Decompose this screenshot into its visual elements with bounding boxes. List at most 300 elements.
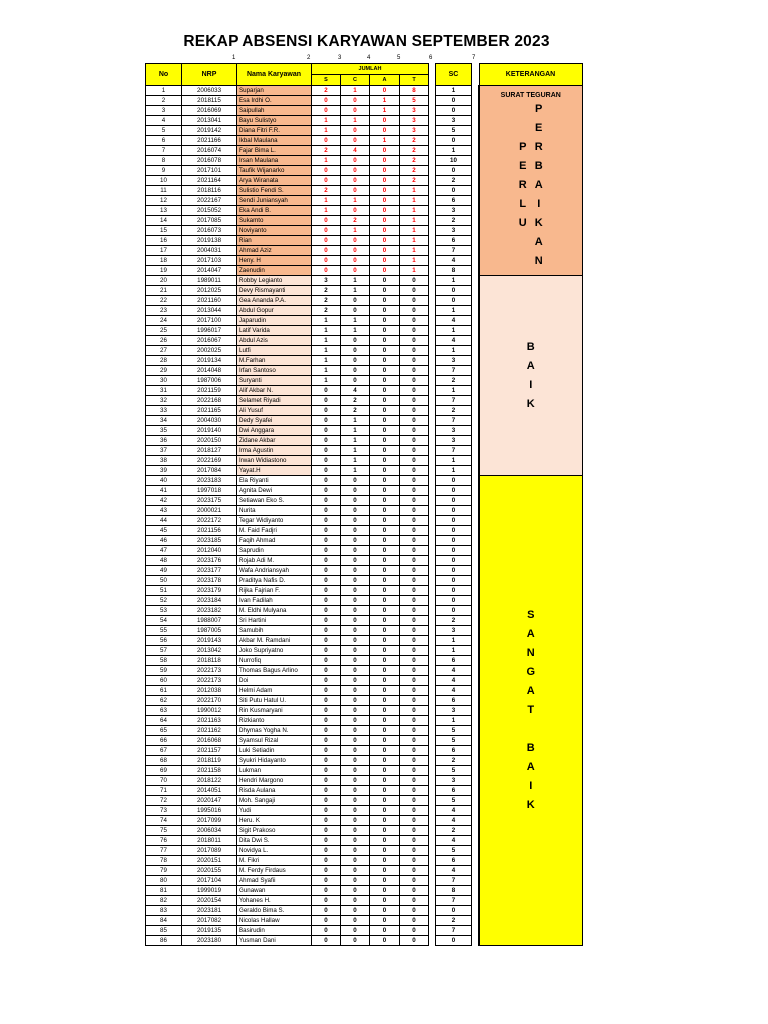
sc-cell: 8 <box>436 886 472 896</box>
row-number: 47 <box>146 546 182 556</box>
employee-name: Nurrofiq <box>237 656 312 666</box>
spacer-cell <box>429 696 436 706</box>
count-s: 0 <box>312 576 341 586</box>
employee-name: Arya Wiranata <box>237 176 312 186</box>
employee-name: Eka Andi B. <box>237 206 312 216</box>
count-s: 0 <box>312 856 341 866</box>
employee-name: Latif Varida <box>237 326 312 336</box>
count-s: 0 <box>312 216 341 226</box>
spacer-cell <box>429 126 436 136</box>
keterangan-letter: E <box>519 159 527 172</box>
row-number: 77 <box>146 846 182 856</box>
nrp-cell: 2023175 <box>182 496 237 506</box>
count-s: 1 <box>312 156 341 166</box>
employee-name: Luki Setiadin <box>237 746 312 756</box>
nrp-cell: 2019140 <box>182 426 237 436</box>
count-c: 0 <box>341 766 370 776</box>
count-t: 0 <box>400 556 429 566</box>
count-a: 0 <box>370 456 400 466</box>
row-number: 66 <box>146 736 182 746</box>
keterangan-letter: R <box>534 140 543 153</box>
spacer-cell <box>472 216 480 226</box>
spacer-cell <box>472 806 480 816</box>
spacer-cell <box>429 446 436 456</box>
spacer-cell <box>429 476 436 486</box>
spacer-cell <box>472 346 480 356</box>
spacer-cell <box>472 936 480 946</box>
count-c: 0 <box>341 586 370 596</box>
count-a: 0 <box>370 296 400 306</box>
spacer-cell <box>472 96 480 106</box>
employee-name: Lukman <box>237 766 312 776</box>
sc-cell: 1 <box>436 466 472 476</box>
nrp-cell: 2021163 <box>182 716 237 726</box>
row-number: 52 <box>146 596 182 606</box>
spacer-cell <box>429 726 436 736</box>
employee-name: Abdul Gopur <box>237 306 312 316</box>
count-t: 3 <box>400 126 429 136</box>
spacer-cell <box>429 296 436 306</box>
keterangan-letter: A <box>534 235 543 248</box>
spacer-cell <box>429 106 436 116</box>
spacer-cell <box>472 64 480 86</box>
sc-cell: 0 <box>436 486 472 496</box>
row-number: 54 <box>146 616 182 626</box>
employee-name: Zaenudin <box>237 266 312 276</box>
spacer-cell <box>472 846 480 856</box>
sc-cell: 1 <box>436 386 472 396</box>
spacer-cell <box>472 756 480 766</box>
nrp-cell: 2016068 <box>182 736 237 746</box>
employee-name: Agnita Dewi <box>237 486 312 496</box>
count-t: 0 <box>400 716 429 726</box>
count-s: 0 <box>312 476 341 486</box>
table-row <box>146 86 583 96</box>
count-c: 0 <box>341 626 370 636</box>
spacer-cell <box>429 536 436 546</box>
count-t: 5 <box>400 96 429 106</box>
count-t: 0 <box>400 446 429 456</box>
count-t: 0 <box>400 406 429 416</box>
sc-cell: 3 <box>436 356 472 366</box>
row-number: 86 <box>146 936 182 946</box>
sc-cell: 1 <box>436 456 472 466</box>
count-s: 0 <box>312 566 341 576</box>
spacer-cell <box>472 526 480 536</box>
employee-name: Helmi Adam <box>237 686 312 696</box>
spacer-cell <box>472 166 480 176</box>
header-jumlah: JUMLAH <box>312 64 429 75</box>
row-number: 58 <box>146 656 182 666</box>
employee-name: Nurita <box>237 506 312 516</box>
spacer-cell <box>429 406 436 416</box>
employee-name: Heny. H <box>237 256 312 266</box>
count-c: 1 <box>341 416 370 426</box>
employee-name: Gunawan <box>237 886 312 896</box>
employee-name: Sukamto <box>237 216 312 226</box>
count-s: 1 <box>312 336 341 346</box>
count-t: 0 <box>400 496 429 506</box>
sc-cell: 5 <box>436 796 472 806</box>
sc-cell: 1 <box>436 146 472 156</box>
row-number: 24 <box>146 316 182 326</box>
spacer-cell <box>472 696 480 706</box>
count-c: 0 <box>341 786 370 796</box>
sc-cell: 6 <box>436 196 472 206</box>
nrp-cell: 2023181 <box>182 906 237 916</box>
nrp-cell: 2023178 <box>182 576 237 586</box>
count-c: 0 <box>341 776 370 786</box>
count-a: 0 <box>370 156 400 166</box>
count-a: 0 <box>370 686 400 696</box>
count-a: 0 <box>370 186 400 196</box>
spacer-cell <box>429 766 436 776</box>
count-a: 0 <box>370 196 400 206</box>
sc-cell: 5 <box>436 736 472 746</box>
sc-cell: 3 <box>436 436 472 446</box>
surat-teguran-label: SURAT TEGURAN <box>500 91 561 99</box>
count-s: 1 <box>312 366 341 376</box>
count-c: 0 <box>341 596 370 606</box>
left-letter-column <box>519 138 527 233</box>
count-c: 0 <box>341 536 370 546</box>
employee-name: Rin Kusmaryani <box>237 706 312 716</box>
count-s: 0 <box>312 796 341 806</box>
count-s: 0 <box>312 886 341 896</box>
keterangan-letter: U <box>518 216 527 229</box>
sc-cell: 0 <box>436 286 472 296</box>
nrp-cell: 2022173 <box>182 676 237 686</box>
employee-name: Gea Ananda P.A. <box>237 296 312 306</box>
count-c: 0 <box>341 686 370 696</box>
page-title: REKAP ABSENSI KARYAWAN SEPTEMBER 2023 <box>183 33 550 50</box>
row-number: 5 <box>146 126 182 136</box>
count-c: 0 <box>341 676 370 686</box>
count-a: 0 <box>370 466 400 476</box>
spacer-cell <box>472 776 480 786</box>
employee-name: Praditya Nafis D. <box>237 576 312 586</box>
employee-name: M.Farhan <box>237 356 312 366</box>
count-s: 0 <box>312 656 341 666</box>
count-a: 0 <box>370 426 400 436</box>
row-number: 37 <box>146 446 182 456</box>
employee-name: Ahmad Aziz <box>237 246 312 256</box>
count-a: 0 <box>370 726 400 736</box>
count-t: 8 <box>400 86 429 96</box>
row-number: 8 <box>146 156 182 166</box>
nrp-cell: 2019142 <box>182 126 237 136</box>
header-a: A <box>370 75 400 86</box>
spacer-cell <box>472 176 480 186</box>
spacer-cell <box>472 466 480 476</box>
count-t: 0 <box>400 786 429 796</box>
count-a: 0 <box>370 906 400 916</box>
sc-cell: 4 <box>436 676 472 686</box>
sc-cell: 4 <box>436 336 472 346</box>
row-number: 31 <box>146 386 182 396</box>
nrp-cell: 2020155 <box>182 866 237 876</box>
row-number: 61 <box>146 686 182 696</box>
count-a: 0 <box>370 246 400 256</box>
count-c: 0 <box>341 186 370 196</box>
spacer-cell <box>429 916 436 926</box>
spacer-cell <box>472 606 480 616</box>
count-c: 1 <box>341 276 370 286</box>
nrp-cell: 2018011 <box>182 836 237 846</box>
count-a: 0 <box>370 526 400 536</box>
spacer-cell <box>472 856 480 866</box>
count-t: 0 <box>400 726 429 736</box>
count-t: 0 <box>400 336 429 346</box>
spacer-cell <box>472 866 480 876</box>
nrp-cell: 2004030 <box>182 416 237 426</box>
employee-name: Tegar Widiyanto <box>237 516 312 526</box>
sc-cell: 5 <box>436 126 472 136</box>
attendance-table <box>145 63 583 946</box>
sc-cell: 0 <box>436 536 472 546</box>
employee-name: Irwan Widiastono <box>237 456 312 466</box>
count-t: 0 <box>400 756 429 766</box>
spacer-cell <box>472 296 480 306</box>
row-number: 11 <box>146 186 182 196</box>
nrp-cell: 2018127 <box>182 446 237 456</box>
keterangan-letter: N <box>534 254 543 267</box>
spacer-cell <box>429 136 436 146</box>
spacer-cell <box>429 706 436 716</box>
sc-cell: 2 <box>436 376 472 386</box>
count-s: 0 <box>312 636 341 646</box>
spacer-cell <box>472 246 480 256</box>
employee-name: Yusman Dani <box>237 936 312 946</box>
spacer-cell <box>472 916 480 926</box>
count-t: 0 <box>400 636 429 646</box>
keterangan-letter: G <box>526 666 536 678</box>
spacer-cell <box>429 376 436 386</box>
sc-cell: 2 <box>436 756 472 766</box>
spacer-cell <box>429 526 436 536</box>
employee-name: Diana Fitri F.R. <box>237 126 312 136</box>
count-s: 2 <box>312 86 341 96</box>
spacer-cell <box>472 86 480 96</box>
employee-name: Rijka Fajrian F. <box>237 586 312 596</box>
nrp-cell: 2016069 <box>182 106 237 116</box>
spacer-cell <box>429 576 436 586</box>
nrp-cell: 2021165 <box>182 406 237 416</box>
nrp-cell: 2020154 <box>182 896 237 906</box>
row-number: 45 <box>146 526 182 536</box>
spacer-cell <box>472 686 480 696</box>
header-sc: SC <box>436 64 472 86</box>
count-a: 0 <box>370 506 400 516</box>
sc-cell: 0 <box>436 96 472 106</box>
count-t: 0 <box>400 656 429 666</box>
count-a: 0 <box>370 716 400 726</box>
employee-name: Hendri Margono <box>237 776 312 786</box>
count-s: 0 <box>312 646 341 656</box>
spacer-cell <box>429 226 436 236</box>
spacer-cell <box>472 106 480 116</box>
spacer-cell <box>472 316 480 326</box>
sc-cell: 3 <box>436 706 472 716</box>
employee-name: Rizkianto <box>237 716 312 726</box>
count-s: 1 <box>312 116 341 126</box>
count-s: 0 <box>312 516 341 526</box>
count-s: 0 <box>312 446 341 456</box>
employee-name: Ahmad Syafii <box>237 876 312 886</box>
nrp-cell: 2014048 <box>182 366 237 376</box>
row-number: 16 <box>146 236 182 246</box>
count-t: 0 <box>400 686 429 696</box>
nrp-cell: 2022167 <box>182 196 237 206</box>
count-a: 0 <box>370 546 400 556</box>
sc-cell: 0 <box>436 186 472 196</box>
sc-cell: 7 <box>436 366 472 376</box>
employee-name: Irfan Santoso <box>237 366 312 376</box>
count-c: 0 <box>341 306 370 316</box>
count-t: 3 <box>400 116 429 126</box>
spacer-cell <box>429 276 436 286</box>
count-s: 0 <box>312 546 341 556</box>
count-a: 0 <box>370 646 400 656</box>
nrp-cell: 2020150 <box>182 436 237 446</box>
keterangan-letter: P <box>535 102 543 115</box>
spacer-cell <box>472 156 480 166</box>
sc-cell: 0 <box>436 506 472 516</box>
row-number: 62 <box>146 696 182 706</box>
spacer-cell <box>472 446 480 456</box>
employee-name: Sigit Prakoso <box>237 826 312 836</box>
count-s: 1 <box>312 346 341 356</box>
employee-name: Rian <box>237 236 312 246</box>
spacer-cell <box>472 406 480 416</box>
spacer-cell <box>429 656 436 666</box>
row-number: 59 <box>146 666 182 676</box>
spacer-cell <box>472 556 480 566</box>
spacer-cell <box>472 386 480 396</box>
count-a: 0 <box>370 216 400 226</box>
count-c: 0 <box>341 156 370 166</box>
sc-cell: 0 <box>436 936 472 946</box>
nrp-cell: 2017101 <box>182 166 237 176</box>
nrp-cell: 2013041 <box>182 116 237 126</box>
right-letter-column <box>535 100 543 271</box>
row-number: 56 <box>146 636 182 646</box>
nrp-cell: 2006033 <box>182 86 237 96</box>
count-a: 0 <box>370 676 400 686</box>
count-c: 1 <box>341 456 370 466</box>
spacer-cell <box>472 826 480 836</box>
count-a: 0 <box>370 376 400 386</box>
count-c: 0 <box>341 816 370 826</box>
count-a: 0 <box>370 286 400 296</box>
count-a: 0 <box>370 796 400 806</box>
count-a: 0 <box>370 666 400 676</box>
row-number: 75 <box>146 826 182 836</box>
row-number: 79 <box>146 866 182 876</box>
spacer-cell <box>472 186 480 196</box>
spacer-cell <box>429 746 436 756</box>
nrp-cell: 2023179 <box>182 586 237 596</box>
sc-cell: 0 <box>436 496 472 506</box>
sc-cell: 1 <box>436 346 472 356</box>
count-t: 0 <box>400 706 429 716</box>
count-s: 1 <box>312 326 341 336</box>
spacer-cell <box>429 176 436 186</box>
count-a: 0 <box>370 166 400 176</box>
spacer-cell <box>429 216 436 226</box>
count-s: 0 <box>312 816 341 826</box>
spacer-cell <box>429 846 436 856</box>
count-t: 0 <box>400 886 429 896</box>
spacer-cell <box>429 336 436 346</box>
spacer-cell <box>472 666 480 676</box>
sc-cell: 7 <box>436 926 472 936</box>
count-a: 0 <box>370 396 400 406</box>
count-t: 0 <box>400 276 429 286</box>
spacer-cell <box>472 236 480 246</box>
count-a: 0 <box>370 806 400 816</box>
count-s: 1 <box>312 316 341 326</box>
sc-cell: 0 <box>436 106 472 116</box>
employee-name: Robby Legianto <box>237 276 312 286</box>
spacer-cell <box>429 506 436 516</box>
row-number: 73 <box>146 806 182 816</box>
count-c: 1 <box>341 426 370 436</box>
sc-cell: 3 <box>436 426 472 436</box>
count-t: 0 <box>400 806 429 816</box>
row-number: 71 <box>146 786 182 796</box>
count-s: 0 <box>312 786 341 796</box>
column-number: 7 <box>472 55 476 61</box>
count-c: 0 <box>341 166 370 176</box>
count-a: 0 <box>370 626 400 636</box>
row-number: 44 <box>146 516 182 526</box>
count-a: 1 <box>370 106 400 116</box>
sc-cell: 7 <box>436 876 472 886</box>
count-a: 0 <box>370 256 400 266</box>
count-c: 0 <box>341 666 370 676</box>
count-a: 0 <box>370 516 400 526</box>
spacer-cell <box>472 596 480 606</box>
nrp-cell: 2021164 <box>182 176 237 186</box>
count-t: 0 <box>400 466 429 476</box>
employee-name: Irsan Maulana <box>237 156 312 166</box>
count-t: 1 <box>400 236 429 246</box>
count-c: 0 <box>341 506 370 516</box>
count-s: 0 <box>312 726 341 736</box>
count-s: 1 <box>312 126 341 136</box>
nrp-cell: 2019143 <box>182 636 237 646</box>
count-a: 0 <box>370 226 400 236</box>
count-t: 0 <box>400 836 429 846</box>
nrp-cell: 2021157 <box>182 746 237 756</box>
nrp-cell: 1997018 <box>182 486 237 496</box>
spacer-cell <box>429 646 436 656</box>
nrp-cell: 2012040 <box>182 546 237 556</box>
spacer-cell <box>429 866 436 876</box>
nrp-cell: 2016078 <box>182 156 237 166</box>
count-a: 0 <box>370 146 400 156</box>
count-c: 0 <box>341 746 370 756</box>
row-number: 85 <box>146 926 182 936</box>
count-t: 0 <box>400 906 429 916</box>
row-number: 9 <box>146 166 182 176</box>
sc-cell: 3 <box>436 116 472 126</box>
count-s: 0 <box>312 556 341 566</box>
count-c: 1 <box>341 326 370 336</box>
spacer-cell <box>429 146 436 156</box>
count-c: 1 <box>341 86 370 96</box>
